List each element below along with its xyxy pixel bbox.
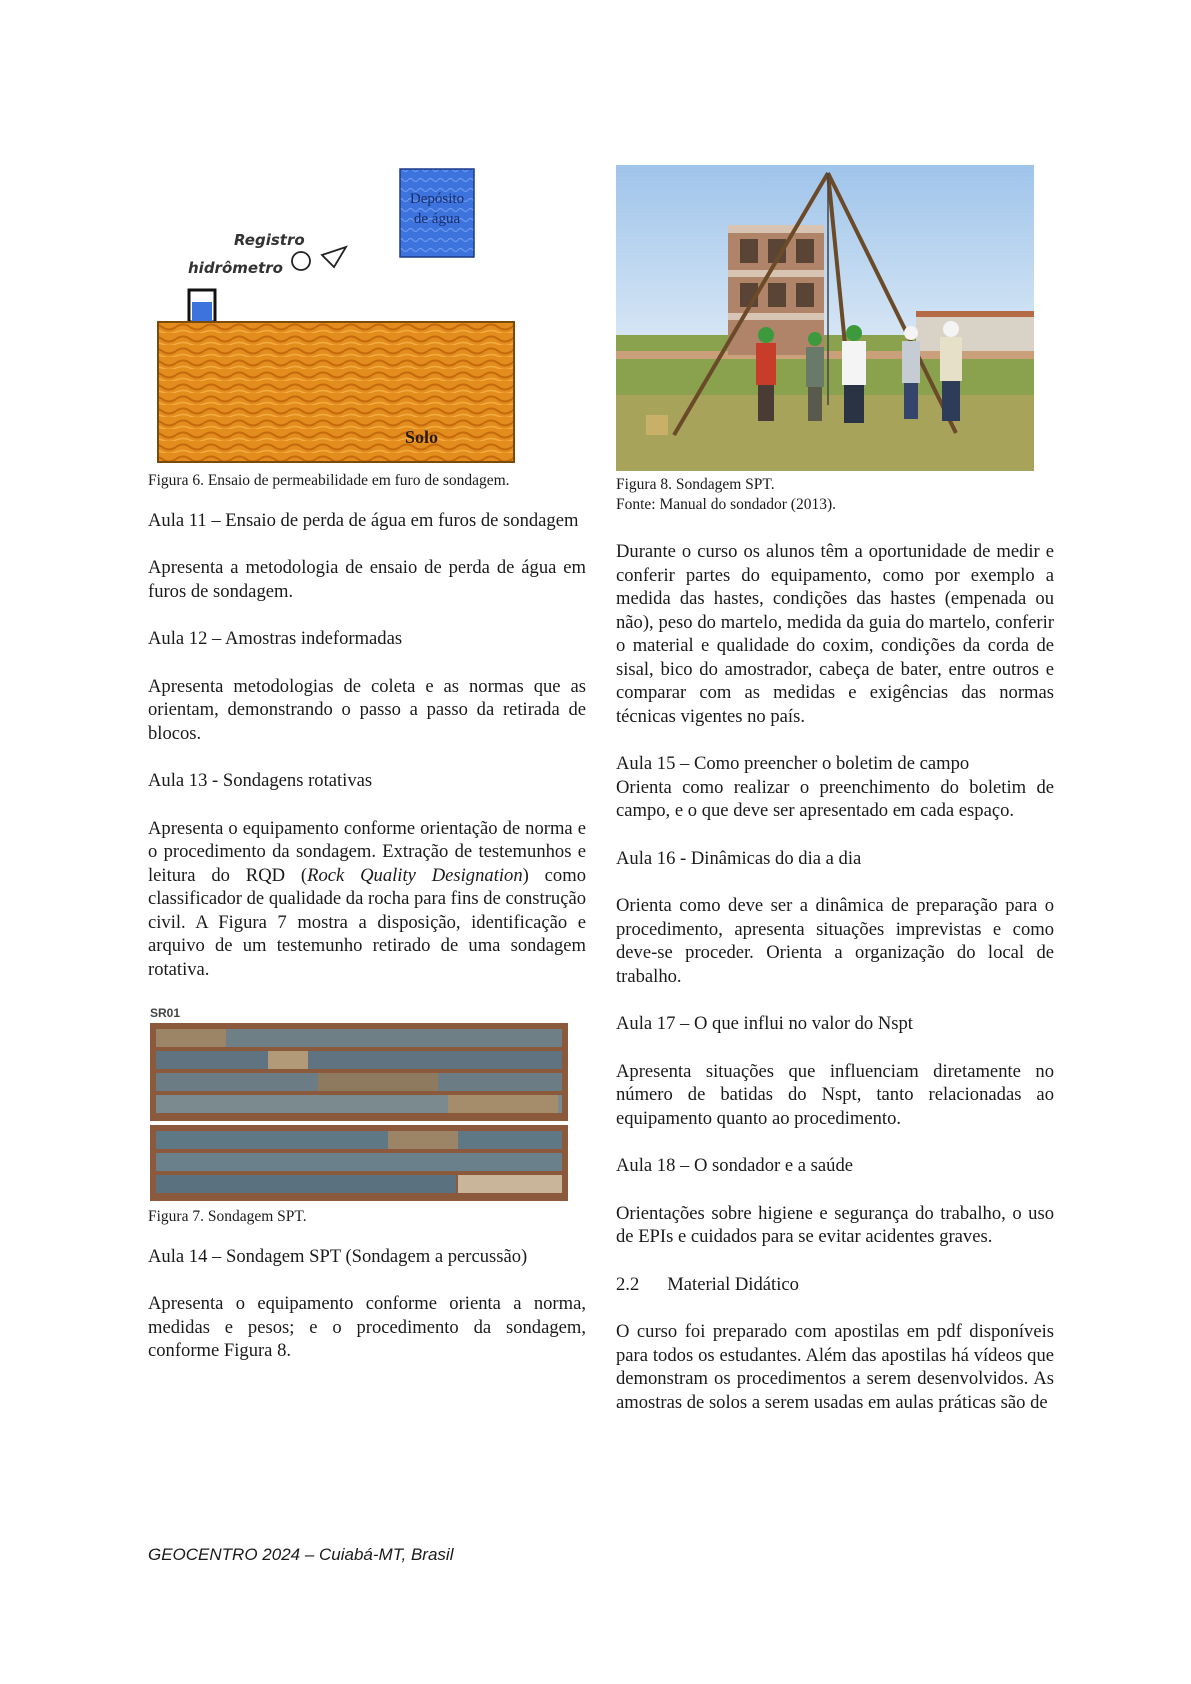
section-number: 2.2 [616, 1273, 640, 1295]
aula-18-text: Orientações sobre higiene e segurança do trabalho, o uso de EPIs e cuidados para se evitar acidentes graves. [616, 1202, 1054, 1247]
left-column [148, 165, 586, 1387]
soil-block [158, 322, 514, 462]
aula-14-title: Aula 14 – Sondagem SPT (Sondagem a percussão) [148, 1245, 528, 1267]
material-paragraph: O curso foi preparado com apostilas em pdf disponíveis para todos os estudantes. Além das apostilas há vídeos que demonstram os procedimentos a serem desenvolvidos. As amostras de solos a serem usadas em aulas práticas são de [616, 1321, 1054, 1413]
aula-13-title: Aula 13 - Sondagens rotativas [148, 770, 373, 791]
figure-6-caption: Figura 6. Ensaio de permeabilidade em furo de sondagem. [148, 472, 510, 489]
figure-8-caption [616, 475, 1054, 514]
bucket [646, 415, 668, 435]
aula-15-block [616, 752, 1054, 823]
aula-17-title: Aula 17 – O que influi no valor do Nspt [616, 1013, 913, 1034]
aula-12-title: Aula 12 – Amostras indeformadas [148, 628, 403, 649]
pipe-water [192, 302, 212, 321]
aula-13-text [148, 817, 586, 982]
page-footer: GEOCENTRO 2024 – Cuiabá-MT, Brasil [148, 1545, 454, 1564]
course-paragraph: Durante o curso os alunos têm a oportunidade de medir e conferir partes do equipamento, como por exemplo a medida das hastes, condições das hastes (empenada ou não), peso do martelo, medida da guia do martelo, conferir o material e qualidade do coxim, condições da corda de sisal, bico do amostrador, cabeça de bater, entre outros e comparar com as medidas e exigências das normas técnicas vigentes no país. [616, 541, 1054, 727]
aula-11-title: Aula 11 – Ensaio de perda de água em furos de sondagem [148, 509, 579, 531]
aula-12-text: Apresenta metodologias de coleta e as normas que as orientam, demonstrando o passo a passo da retirada de blocos. [148, 675, 586, 744]
figure-6-illustration [148, 165, 524, 467]
aula-15-text: Orienta como realizar o preenchimento do boletim de campo, e o que deve ser apresentado em cada espaço. [616, 776, 1054, 821]
figure-7-caption: Figura 7. Sondagem SPT. [148, 1208, 307, 1225]
aula-16-text: Orienta como deve ser a dinâmica de preparação para o procedimento, apresenta situações imprevistas e como deve-se proceder. Orienta a organização do local de trabalho. [616, 895, 1054, 987]
figure-8-caption-title: Figura 8. Sondagem SPT. [616, 476, 775, 493]
aula-15-title: Aula 15 – Como preencher o boletim de campo [616, 753, 970, 774]
aula-13-text-a: Apresenta o equipamento conforme orientação de norma e o procedimento da sondagem. Extração de testemunhos e leitura do RQD ( [148, 817, 586, 886]
section-heading [616, 1273, 1054, 1297]
figure-6-permeability-diagram [148, 165, 524, 467]
aula-16-title: Aula 16 - Dinâmicas do dia a dia [616, 847, 862, 869]
aula-14-text: Apresenta o equipamento conforme orienta a norma, medidas e pesos; e o procedimento da sondagem, conforme Figura 8. [148, 1293, 586, 1361]
figure-7-illustration [148, 1005, 570, 1205]
aula-17-text: Apresenta situações que influenciam diretamente no número de batidas do Nspt, tanto relacionadas ao equipamento quanto ao procedimento. [616, 1060, 1054, 1129]
figure-8-illustration [616, 165, 1034, 471]
aula-13-text-italic: Rock Quality Designation [307, 864, 523, 886]
aula-13-text-b: ) como classificador de qualidade da rocha para fins de construção civil. A Figura 7 mostra a disposição, identificação e arquivo de um testemunho retirado de uma sondagem rotativa. [148, 864, 586, 980]
figure-7-core-box-photo [148, 1005, 570, 1205]
deposit-label: Depósito de água [409, 191, 465, 227]
aula-18-title: Aula 18 – O sondador e a saúde [616, 1155, 854, 1176]
figure-8-spt-photo [616, 165, 1034, 471]
solo-label: Solo [405, 427, 439, 447]
right-column [616, 165, 1054, 1438]
hidrometro-label: hidrômetro [188, 259, 283, 277]
registro-label: Registro [234, 231, 305, 249]
core-rows-lower [156, 1131, 562, 1193]
aula-11-text: Apresenta a metodologia de ensaio de perda de água em furos de sondagem. [148, 557, 586, 602]
section-title: Material Didático [667, 1273, 799, 1295]
sr01-label: SR01 [150, 1006, 181, 1020]
figure-8-caption-source: Fonte: Manual do sondador (2013). [616, 495, 836, 513]
